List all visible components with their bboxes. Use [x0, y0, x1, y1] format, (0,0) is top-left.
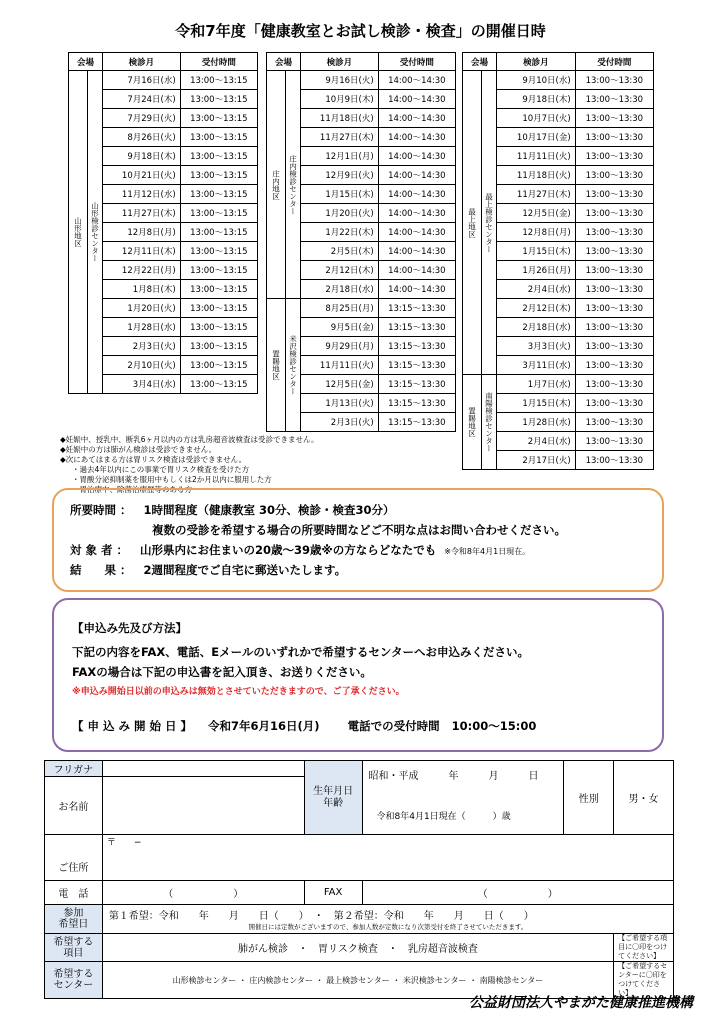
schedule-row	[267, 71, 456, 90]
fax-field[interactable]: （ ）	[362, 881, 674, 905]
time-cell: 13:00〜13:15	[180, 223, 257, 242]
time-cell: 13:00〜13:15	[180, 375, 257, 394]
note-1: ◆妊娠中、授乳中、断乳6ヶ月以内の方は乳房超音波検査は受診できません。	[60, 435, 319, 444]
target-note: ※令和8年4月1日現在。	[444, 547, 531, 556]
time-header: 受付時間	[180, 53, 257, 71]
schedule-row	[69, 71, 258, 90]
date-cell: 2月5日(木)	[301, 242, 379, 261]
time-cell: 13:00〜13:30	[575, 280, 653, 299]
date-cell: 1月28日(水)	[497, 413, 576, 432]
center-cell: 米沢検診センター	[286, 299, 301, 432]
time-cell: 14:00〜14:30	[378, 147, 455, 166]
date-cell: 1月13日(火)	[301, 394, 379, 413]
schedule-table-3	[462, 52, 654, 470]
duration-label: 所要時間 ：	[70, 503, 132, 517]
time-cell: 13:00〜13:30	[575, 356, 653, 375]
date-cell: 7月24日(木)	[103, 90, 181, 109]
fax-label: FAX	[304, 881, 362, 905]
birth-field[interactable]	[362, 761, 564, 835]
date-cell: 11月27日(木)	[103, 204, 181, 223]
time-cell: 14:00〜14:30	[378, 166, 455, 185]
time-cell: 13:00〜13:30	[575, 166, 653, 185]
time-cell: 13:00〜13:30	[575, 223, 653, 242]
time-cell: 14:00〜14:30	[378, 280, 455, 299]
note-5: ・胃酸分泌抑制薬を服用中もしくは2か月以内に服用した方	[72, 475, 272, 484]
date-cell: 1月20日(火)	[103, 299, 181, 318]
time-cell: 13:15〜13:30	[378, 337, 455, 356]
time-cell: 14:00〜14:30	[378, 109, 455, 128]
target-row	[70, 542, 530, 558]
date-cell: 1月22日(木)	[301, 223, 379, 242]
time-cell: 14:00〜14:30	[378, 185, 455, 204]
center-note: 【ご希望するセンターに〇印をつけてください】	[614, 962, 674, 999]
time-cell: 14:00〜14:30	[378, 223, 455, 242]
date-cell: 2月18日(水)	[301, 280, 379, 299]
note-6: ・胃治療中、除菌治療歴等のある方	[72, 485, 192, 494]
date-cell: 1月8日(木)	[103, 280, 181, 299]
time-cell: 13:00〜13:30	[575, 242, 653, 261]
birth-era: 昭和・平成 年 月 日	[368, 771, 539, 782]
furigana-field[interactable]	[102, 761, 304, 777]
result-label: 結 果 ：	[70, 563, 132, 577]
items-field[interactable]: 肺がん検診 ・ 胃リスク検査 ・ 乳房超音波検査	[102, 934, 613, 962]
time-cell: 13:00〜13:15	[180, 204, 257, 223]
date-cell: 1月26日(月)	[497, 261, 576, 280]
page-title: 令和7年度「健康教室とお試し検診・検査」の開催日時	[175, 22, 546, 40]
date-cell: 1月28日(水)	[103, 318, 181, 337]
result-row	[70, 562, 346, 578]
date-cell: 2月12日(木)	[497, 299, 576, 318]
items-note: 【ご希望する項目に〇印をつけてください】	[614, 934, 674, 962]
birth-label: 生年月日 年齢	[304, 761, 362, 835]
apply-heading: 【申込み先及び方法】	[72, 621, 187, 635]
time-cell: 13:00〜13:15	[180, 147, 257, 166]
month-header: 検診月	[103, 53, 181, 71]
time-cell: 13:00〜13:30	[575, 71, 653, 90]
date-cell: 12月8日(月)	[103, 223, 181, 242]
time-cell: 13:00〜13:30	[575, 204, 653, 223]
date-cell: 9月18日(木)	[497, 90, 576, 109]
time-cell: 13:00〜13:30	[575, 147, 653, 166]
time-cell: 13:00〜13:30	[575, 337, 653, 356]
time-cell: 13:00〜13:30	[575, 261, 653, 280]
duration-sub: 複数の受診を希望する場合の所要時間などご不明な点はお問い合わせください。	[152, 523, 566, 537]
time-cell: 13:00〜13:15	[180, 90, 257, 109]
application-form	[44, 760, 674, 999]
date-cell: 12月22日(月)	[103, 261, 181, 280]
area-cell: 山形地区	[69, 71, 88, 394]
date-cell: 2月17日(火)	[497, 451, 576, 470]
time-cell: 13:00〜13:30	[575, 109, 653, 128]
date-cell: 12月11日(木)	[103, 242, 181, 261]
sex-options[interactable]: 男・女	[614, 761, 674, 835]
date-label: 参加 希望日	[45, 905, 103, 934]
phone-hours-label: 電話での受付時間	[347, 719, 440, 733]
center-cell: 山形検診センター	[88, 71, 103, 394]
time-cell: 13:00〜13:30	[575, 413, 653, 432]
address-label: ご住所	[45, 835, 103, 881]
apply-box	[52, 598, 664, 752]
time-cell: 13:00〜13:30	[575, 375, 653, 394]
time-cell: 13:00〜13:15	[180, 71, 257, 90]
start-label: 【 申 込 み 開 始 日 】	[72, 719, 193, 733]
sex-label: 性別	[564, 761, 614, 835]
date-cell: 12月9日(火)	[301, 166, 379, 185]
date-cell: 9月5日(金)	[301, 318, 379, 337]
date-cell: 11月27日(木)	[497, 185, 576, 204]
target-text: 山形県内にお住まいの20歳〜39歳※の方ならどなたでも	[140, 543, 437, 557]
items-label: 希望する 項目	[45, 934, 103, 962]
date-cell: 10月17日(金)	[497, 128, 576, 147]
venue-header: 会場	[463, 53, 497, 71]
venue-header: 会場	[69, 53, 103, 71]
age-note: 令和8年4月1日現在（ ）歳	[376, 812, 511, 822]
date-cell: 2月10日(火)	[103, 356, 181, 375]
time-cell: 13:00〜13:15	[180, 109, 257, 128]
time-cell: 14:00〜14:30	[378, 90, 455, 109]
time-cell: 14:00〜14:30	[378, 261, 455, 280]
apply-line-2: FAXの場合は下記の申込書を記入頂き、お送りください。	[72, 665, 372, 679]
time-cell: 13:00〜13:30	[575, 318, 653, 337]
area-cell: 庄内地区	[267, 71, 286, 299]
time-cell: 13:00〜13:15	[180, 128, 257, 147]
time-cell: 13:15〜13:30	[378, 356, 455, 375]
schedule-row	[463, 71, 654, 90]
organization-name: 公益財団法人やまがた健康推進機構	[469, 995, 693, 1011]
date-cell: 9月29日(月)	[301, 337, 379, 356]
time-cell: 13:15〜13:30	[378, 375, 455, 394]
date-cell: 1月20日(火)	[301, 204, 379, 223]
result-text: 2週間程度でご自宅に郵送いたします。	[143, 563, 347, 577]
area-cell: 最上地区	[463, 71, 482, 375]
time-cell: 13:15〜13:30	[378, 318, 455, 337]
start-date: 令和7年6月16日(月)	[208, 719, 320, 733]
date-cell: 2月3日(火)	[301, 413, 379, 432]
date-text: 第１希望：令和 年 月 日（ ） ・ 第２希望：令和 年 月 日（ ）	[108, 911, 534, 922]
name-label: お名前	[45, 777, 103, 835]
date-cell: 2月3日(火)	[103, 337, 181, 356]
time-cell: 13:00〜13:15	[180, 356, 257, 375]
info-box	[52, 488, 664, 592]
date-cell: 1月15日(木)	[301, 185, 379, 204]
time-cell: 13:00〜13:30	[575, 451, 653, 470]
phone-field[interactable]: （ ）	[102, 881, 304, 905]
date-cell: 10月9日(木)	[301, 90, 379, 109]
date-cell: 1月15日(木)	[497, 242, 576, 261]
time-cell: 13:00〜13:15	[180, 337, 257, 356]
date-cell: 2月4日(水)	[497, 432, 576, 451]
date-cell: 3月11日(水)	[497, 356, 576, 375]
center-cell: 南陽検診センター	[482, 375, 497, 470]
date-cell: 2月12日(木)	[301, 261, 379, 280]
schedule-row	[463, 375, 654, 394]
time-cell: 13:00〜13:30	[575, 128, 653, 147]
time-header: 受付時間	[575, 53, 653, 71]
target-label: 対 象 者 ：	[70, 543, 129, 557]
notes	[60, 435, 319, 495]
apply-line-1: 下記の内容をFAX、電話、Eメールのいずれかで希望するセンターへお申込みください。	[72, 645, 529, 659]
time-cell: 13:00〜13:15	[180, 166, 257, 185]
date-cell: 1月7日(水)	[497, 375, 576, 394]
phone-hours: 10:00〜15:00	[451, 719, 537, 733]
date-cell: 9月18日(木)	[103, 147, 181, 166]
schedule-row	[267, 299, 456, 318]
center-field[interactable]: 山形検診センター ・ 庄内検診センター ・ 最上検診センター ・ 米沢検診センター ・ 南陽検診センター	[102, 962, 613, 999]
time-cell: 13:00〜13:30	[575, 299, 653, 318]
date-note: 開催日には定数がございますので、参加人数が定数になり次第受付を終了させていただきます。	[248, 923, 528, 931]
center-cell: 最上検診センター	[482, 71, 497, 375]
time-cell: 13:00〜13:15	[180, 242, 257, 261]
phone-label: 電 話	[45, 881, 103, 905]
time-cell: 14:00〜14:30	[378, 204, 455, 223]
duration-row	[70, 502, 395, 518]
month-header: 検診月	[497, 53, 576, 71]
date-cell: 2月18日(水)	[497, 318, 576, 337]
time-cell: 13:00〜13:30	[575, 185, 653, 204]
time-header: 受付時間	[378, 53, 455, 71]
area-cell: 置賜地区	[463, 375, 482, 470]
date-cell: 8月26日(火)	[103, 128, 181, 147]
date-cell: 7月16日(水)	[103, 71, 181, 90]
address-field[interactable]	[102, 835, 673, 881]
date-cell: 8月25日(月)	[301, 299, 379, 318]
date-cell: 11月11日(火)	[301, 356, 379, 375]
date-cell: 11月18日(火)	[497, 166, 576, 185]
schedule-table-2	[266, 52, 456, 432]
date-cell: 2月4日(水)	[497, 280, 576, 299]
furigana-label: フリガナ	[45, 761, 103, 777]
time-cell: 13:00〜13:15	[180, 318, 257, 337]
date-cell: 11月18日(火)	[301, 109, 379, 128]
time-cell: 13:00〜13:30	[575, 432, 653, 451]
center-cell: 庄内検診センター	[286, 71, 301, 299]
date-cell: 3月4日(水)	[103, 375, 181, 394]
time-cell: 14:00〜14:30	[378, 71, 455, 90]
time-cell: 13:15〜13:30	[378, 394, 455, 413]
time-cell: 13:00〜13:30	[575, 90, 653, 109]
apply-warning: ※申込み開始日以前の申込みは無効とさせていただきますので、ご了承ください。	[72, 687, 405, 697]
date-cell: 12月8日(月)	[497, 223, 576, 242]
time-cell: 13:00〜13:15	[180, 261, 257, 280]
date-cell: 10月7日(火)	[497, 109, 576, 128]
time-cell: 13:00〜13:15	[180, 280, 257, 299]
note-2: ◆妊娠中の方は肺がん検診は受診できません。	[60, 445, 217, 454]
date-cell: 11月27日(木)	[301, 128, 379, 147]
venue-header: 会場	[267, 53, 301, 71]
date-cell: 11月12日(水)	[103, 185, 181, 204]
date-cell: 11月11日(火)	[497, 147, 576, 166]
date-cell: 3月3日(火)	[497, 337, 576, 356]
date-cell: 7月29日(火)	[103, 109, 181, 128]
date-cell: 1月15日(木)	[497, 394, 576, 413]
time-cell: 14:00〜14:30	[378, 128, 455, 147]
center-label: 希望する センター	[45, 962, 103, 999]
schedule-table-1	[68, 52, 258, 394]
time-cell: 13:15〜13:30	[378, 299, 455, 318]
name-field[interactable]	[102, 777, 304, 835]
duration-text: 1時間程度（健康教室 30分、検診・検査30分）	[143, 503, 395, 517]
date-cell: 9月10日(水)	[497, 71, 576, 90]
time-cell: 13:00〜13:15	[180, 299, 257, 318]
time-cell: 14:00〜14:30	[378, 242, 455, 261]
time-cell: 13:00〜13:30	[575, 394, 653, 413]
time-cell: 13:00〜13:15	[180, 185, 257, 204]
date-cell: 12月5日(金)	[497, 204, 576, 223]
date-cell: 9月16日(火)	[301, 71, 379, 90]
date-cell: 12月5日(金)	[301, 375, 379, 394]
note-4: ・過去4年以内にこの事業で胃リスク検査を受けた方	[72, 465, 250, 474]
area-cell: 置賜地区	[267, 299, 286, 432]
time-cell: 13:15〜13:30	[378, 413, 455, 432]
note-3: ◆次にあてはまる方は胃リスク検査は受診できません。	[60, 455, 247, 464]
date-cell: 10月21日(火)	[103, 166, 181, 185]
apply-start-row	[72, 718, 536, 734]
date-field[interactable]	[102, 905, 673, 934]
date-cell: 12月1日(月)	[301, 147, 379, 166]
month-header: 検診月	[301, 53, 379, 71]
postal-mark: 〒 −	[106, 838, 142, 848]
